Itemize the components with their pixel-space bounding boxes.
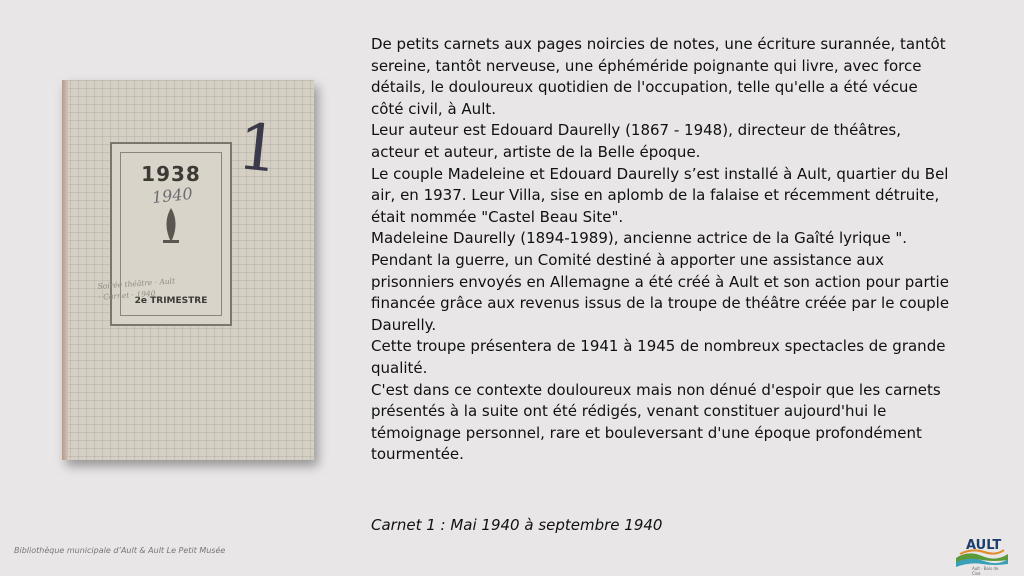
- notebook-pencil-note: Soirée théâtre · Ault · Carnet · 1940: [97, 276, 176, 302]
- paragraph: Le couple Madeleine et Edouard Daurelly s’est installé à Ault, quartier du Bel air, en 1937. Leur Villa, sise en aplomb de la falaise et récemment détruite, était nommée "Castel Beau Site".: [371, 164, 949, 226]
- paragraph: Pendant la guerre, un Comité destiné à apporter une assistance aux prisonniers envoyés en Allemagne a été créé à Ault et son action pour partie financée grâce aux revenus issus de la troupe de théâtre créée par le couple Daurelly.: [371, 250, 950, 334]
- ornament-icon: [160, 204, 182, 248]
- paragraph: Madeleine Daurelly (1894-1989), ancienne actrice de la Gaîté lyrique ".: [371, 229, 908, 248]
- notebook-handwritten-number: 1: [234, 110, 283, 188]
- footer-credit: Bibliothèque municipale d’Ault & Ault Le Petit Musée: [14, 546, 226, 555]
- paragraph: Cette troupe présentera de 1941 à 1945 de nombreux spectacles de grande qualité.: [371, 337, 946, 377]
- carnet-title: Carnet 1 : Mai 1940 à septembre 1940: [371, 516, 663, 534]
- logo-text: AULT: [966, 538, 1002, 553]
- notebook-handwritten-year: 1940: [151, 183, 194, 208]
- paragraph: C'est dans ce contexte douloureux mais non dénué d'espoir que les carnets présentés à la suite ont été rédigés, venant constituer aujourd'hui le témoignage personnel, rare et bouleversant d'une époque profondément tourmentée.: [371, 380, 941, 464]
- notebook-trimester: 2e TRIMESTRE: [134, 296, 208, 306]
- description-text: [371, 34, 951, 466]
- paragraph: De petits carnets aux pages noircies de notes, une écriture surannée, tantôt sereine, tantôt nerveuse, une éphéméride poignante qui livre, avec force détails, le douloureux quotidien de l'occupation, telle qu'elle a été vécue côté civil, à Ault.: [371, 35, 946, 118]
- logo-subtitle: Ault · Bois de Cise: [972, 566, 999, 576]
- ault-logo: [954, 538, 1008, 576]
- notebook-printed-year: 1938: [141, 162, 201, 186]
- notebook-cover-image: [62, 80, 314, 460]
- paragraph: Leur auteur est Edouard Daurelly (1867 - 1948), directeur de théâtres, acteur et auteur, artiste de la Belle époque.: [371, 121, 902, 161]
